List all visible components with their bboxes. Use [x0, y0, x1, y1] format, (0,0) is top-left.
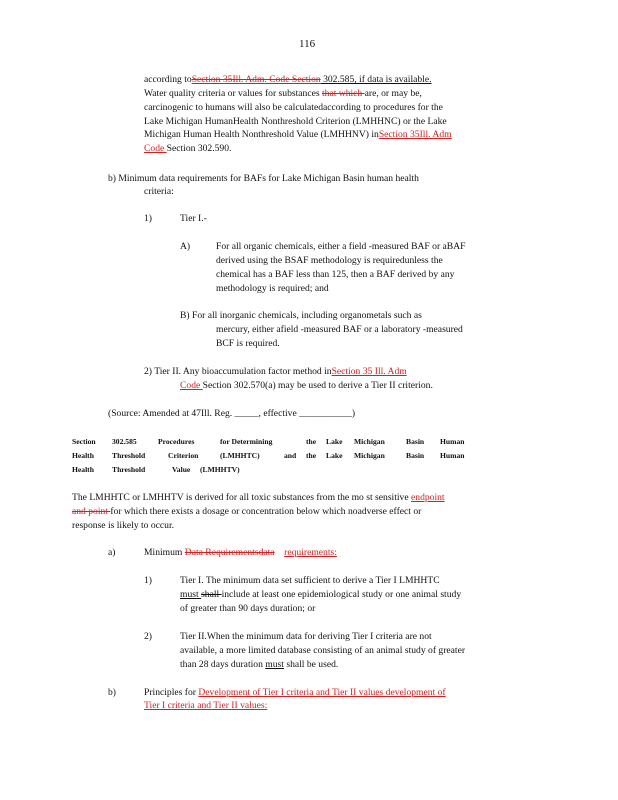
- item-B-line3: BCF is required.: [216, 338, 280, 349]
- deleted-text: that which: [321, 88, 365, 99]
- a1-line3: of greater than 90 days duration; or: [180, 603, 316, 614]
- para2-line2: and point for which there exists a dosage or concentration below which noadverse effect or: [72, 506, 422, 517]
- item-B-line2: mercury, either afield -measured BAF or a laboratory -measured: [216, 324, 463, 335]
- para1-line5: Michigan Human Health Nonthreshold Value (LMHHNV) inSection 35Ill. Adm: [144, 129, 452, 140]
- tier2-line2: Code Section 302.570(a) may be used to derive a Tier II criterion.: [180, 380, 433, 391]
- section-a-number: a): [108, 547, 116, 558]
- para1-line4: Lake Michigan HumanHealth Nonthreshold Criterion (LMHHNC) or the Lake: [144, 116, 447, 127]
- para2-line3: response is likely to occur.: [72, 520, 175, 531]
- deleted-word: shall: [201, 589, 222, 600]
- inserted-word: endpoint: [411, 492, 445, 503]
- subsection-b-heading: b) Minimum data requirements for BAFs for Lake Michigan Basin human health: [108, 173, 419, 184]
- a1-line1: Tier I. The minimum data set sufficient to derive a Tier I LMHHTC: [180, 575, 440, 586]
- a2-line1: Tier II.When the minimum data for deriving Tier I criteria are not: [180, 631, 432, 642]
- a1-line2: must shall include at least one epidemiological study or one animal study: [180, 589, 462, 600]
- section-b-number: b): [108, 687, 116, 698]
- item-A-line1: For all organic chemicals, either a field -measured BAF or aBAF: [216, 241, 466, 252]
- para2-line1: The LMHHTC or LMHHTV is derived for all toxic substances from the mo st sensitive endpoint: [72, 492, 445, 503]
- source-note: (Source: Amended at 47Ill. Reg. _____, effective ___________): [108, 408, 356, 419]
- page-number: 116: [299, 38, 316, 50]
- para1-line3: carcinogenic to humans will also be calculatedaccording to procedures for the: [144, 102, 443, 113]
- deleted-text: and point: [72, 506, 111, 517]
- inserted-heading: requirements:: [284, 547, 337, 558]
- a2-line2: available, a more limited database consisting of an animal study of greater: [180, 645, 466, 656]
- inserted-citation: Section 35Ill. Adm: [378, 129, 452, 140]
- a2-line3: than 28 days duration must shall be used.: [180, 659, 339, 670]
- item-A-number: A): [180, 241, 191, 252]
- tier1-label: Tier I.-: [180, 213, 207, 224]
- tier2-line1: 2) Tier II. Any bioaccumulation factor method inSection 35 Ill. Adm: [144, 366, 407, 377]
- item-A-line4: methodology is required; and: [216, 283, 329, 294]
- inserted-word: must: [265, 659, 284, 670]
- inserted-heading: Development of Tier I criteria and Tier II values development of: [198, 687, 446, 698]
- section-b-heading-cont: Tier I criteria and Tier II values:: [144, 700, 268, 711]
- inserted-citation: Section 35 Ill. Adm: [331, 366, 407, 377]
- a2-number: 2): [144, 631, 152, 642]
- subsection-b-heading-cont: criteria:: [144, 186, 174, 197]
- item-A-line3: chemical has a BAF less than 125, then a BAF derived by any: [216, 269, 455, 280]
- a1-number: 1): [144, 575, 152, 586]
- para1-line2: Water quality criteria or values for substances that which are, or may be,: [144, 88, 422, 99]
- deleted-heading: Data Requirementsdata: [184, 547, 275, 558]
- document-page: 116 according toSection 35Ill. Adm. Code Section 302.585, if data is available. Water quality criteria or values for substances that which are, or may be, carcinogenic to humans will also be calculatedaccording to procedures for the Lake Michigan HumanHealth Nonthreshold Criterion (LMHHNC) or the Lake Michigan Human Health Nonthreshold Value (LMHHNV) inSection 35Ill. Adm Code Section 302.590. b) Minimum data requirements for BAFs for Lake Michigan Basin human health criteria: 1) Tier I.- A) For all organic chemicals, either a field -measured BAF or aBAF derived using the BSAF methodology is requiredunless the chemical has a BAF less than 125, then a BAF derived by any methodology is required; and B) For all inorganic chemicals, including organometals such as mercury, either afield -measured BAF or a laboratory -measured BCF is required. 2) Tier II. Any bioaccumulation factor method inSection 35 Ill. Adm Code Section 302.570(a) may be used to derive a Tier II criterion. (Source: Amended at 47Ill. Reg. _____, effective ___________) Section 302.585 Procedures for Determining the Lake Michigan Basin Human Health Threshold Criterion (LMHHTC) and the Lake Michigan Basin Human Health Threshold Value (LMHHTV) The LMHHTC or LMHHTV is derived for all toxic substances from the mo st sensitive endpoint and point for which there exists a dosage or concentration below which noadverse effect or response is likely to occur. a) Minimum Data Requirementsdata requirements: 1) Tier I. The minimum data set sufficient to derive a Tier I LMHHTC must shall include at least one epidemiological study or one animal study of greater than 90 days duration; or 2) Tier II.When the minimum data for deriving Tier I criteria are not available, a more limited database consisting of an animal study of greater than 28 days duration must shall be used. b) Principles for Development of Tier I criteria and Tier II values development of Tier I criteria and Tier II values:: [72, 38, 466, 711]
- tier1-number: 1): [144, 213, 152, 224]
- para1-line1: according toSection 35Ill. Adm. Code Section 302.585, if data is available.: [144, 74, 432, 85]
- item-B-line1: B) For all inorganic chemicals, including organometals such as: [180, 310, 422, 321]
- section-b-heading: Principles for Development of Tier I criteria and Tier II values development of: [144, 687, 446, 698]
- para1-line6: Code Section 302.590.: [144, 143, 232, 154]
- item-A-line2: derived using the BSAF methodology is requiredunless the: [216, 255, 443, 266]
- underlined-citation: Section 35Ill. Adm. Code Section: [191, 74, 321, 85]
- section-a-heading: Minimum Data Requirementsdata requirements:: [144, 547, 337, 558]
